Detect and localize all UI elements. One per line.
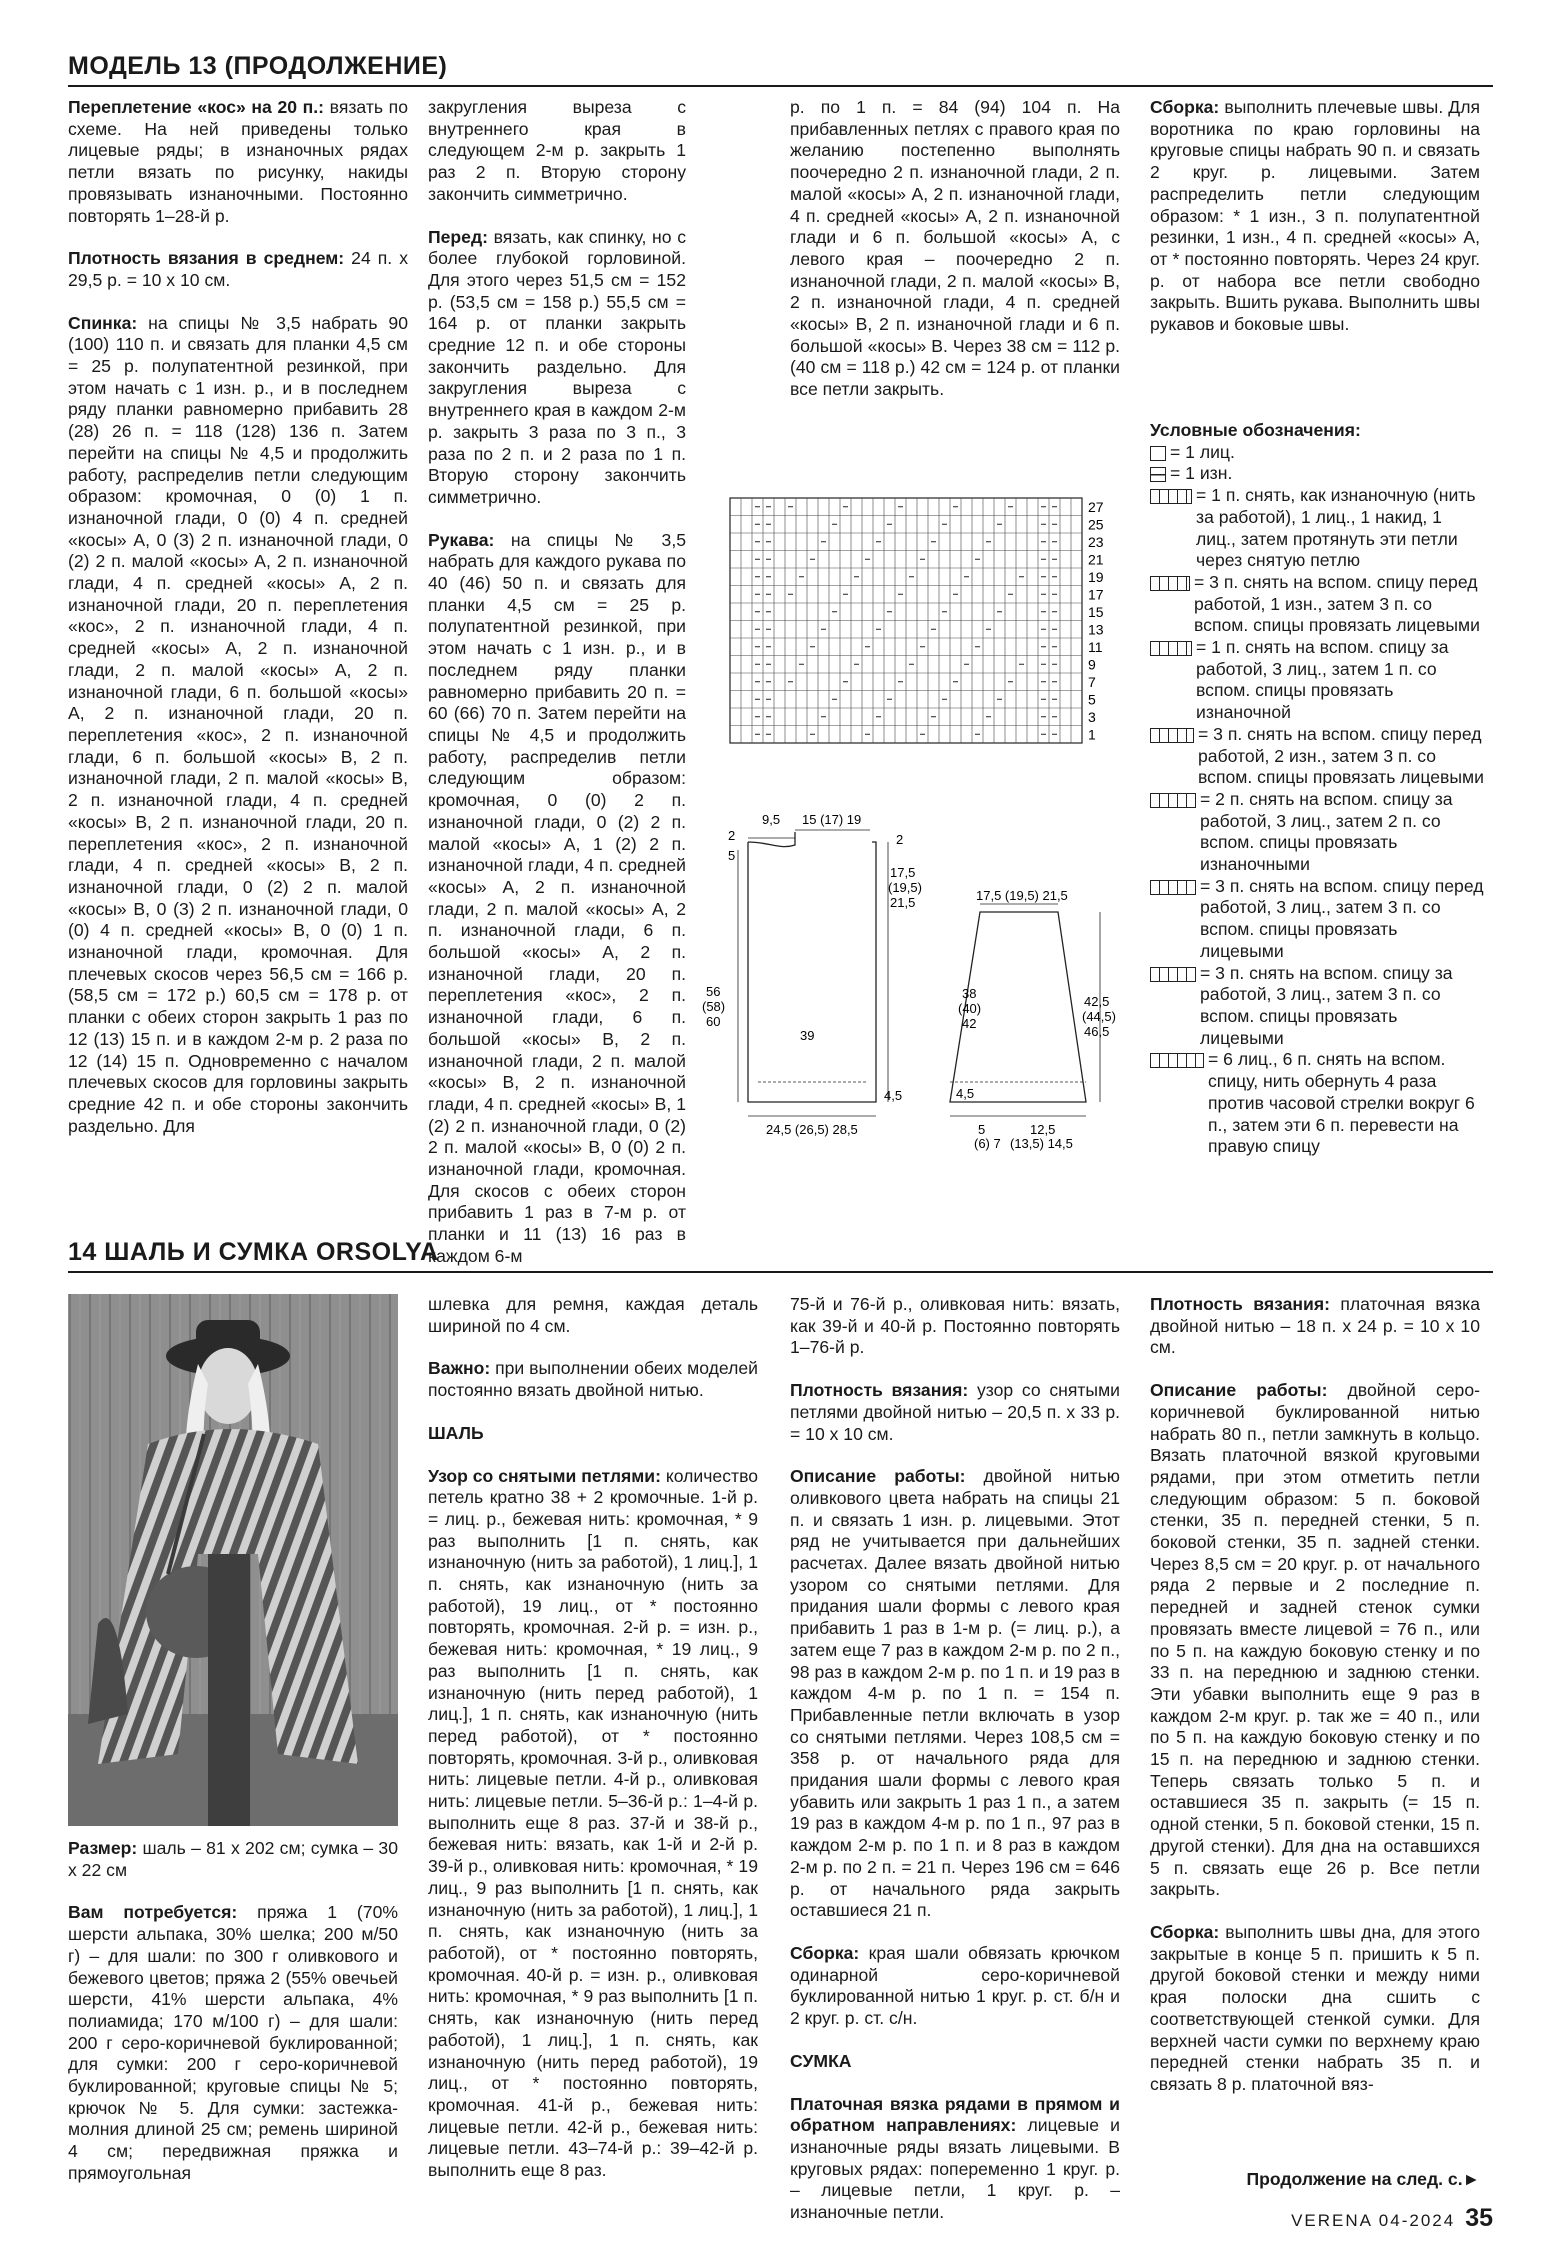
paragraph-heading: СУМКА: [790, 2050, 852, 2071]
legend-title: Условные обозначения:: [1150, 420, 1361, 440]
paragraph-heading: Вам потребуется:: [68, 1902, 238, 1923]
legend-item: [1150, 876, 1485, 963]
page-number: 35: [1465, 2204, 1493, 2232]
model14-column-4: [1150, 1294, 1480, 2096]
paragraph-heading: Плотность вязания:: [1150, 1294, 1330, 1314]
model14-column-3: [790, 1294, 1120, 2224]
model13-column-4: [1150, 97, 1480, 336]
paragraph: [428, 530, 686, 1268]
chart-row-number: 1: [1088, 726, 1096, 743]
section-title-model13: МОДЕЛЬ 13 (ПРОДОЛЖЕНИЕ): [68, 52, 448, 80]
sleeve-bottom-a2: (6) 7: [974, 1136, 1001, 1151]
legend-item: [1150, 963, 1485, 1050]
paragraph: [428, 227, 686, 509]
paragraph-heading: Сборка:: [1150, 97, 1220, 117]
paragraph: [790, 1380, 1120, 1445]
paragraph-heading: Плотность вязания в среднем:: [68, 248, 345, 269]
legend-text: = 1 п. снять на вспом. спицу за работой, 3 лиц., затем 1 п. со вспом. спицы провязать изнаночной: [1196, 637, 1449, 723]
chart-row-number: 7: [1088, 673, 1096, 690]
paragraph: [790, 1466, 1120, 1922]
c3b-symbol-icon: [1150, 967, 1196, 982]
model14-column-1: [68, 1838, 398, 2185]
body-top-b: 15 (17) 19: [802, 812, 862, 827]
paragraph-heading: Узор со снятыми петлями:: [428, 1465, 661, 1486]
model-photo-image: [68, 1294, 398, 1826]
body-left-b: 5: [728, 848, 736, 863]
paragraph-heading: Платочная вязка рядами в прямом и обратном направлениях:: [790, 2093, 1120, 2136]
legend-text: = 1 лиц.: [1170, 441, 1235, 462]
paragraph: [68, 313, 408, 1138]
slip1-symbol-icon: [1150, 489, 1192, 504]
paragraph: [1150, 97, 1480, 336]
chart-row-number: 25: [1088, 516, 1104, 533]
chart-row-number: 15: [1088, 603, 1104, 620]
legend-text: = 6 лиц., 6 п. снять на вспом. спицу, нить обернуть 4 раза против часовой стрелки вокруг 6 п., затем эти 6 п. перевести на правую спицу: [1208, 1049, 1475, 1157]
sleeve-right-h: 42,5 (44,5) 46,5: [1082, 994, 1116, 1039]
paragraph-text: р. по 1 п. = 84 (94) 104 п. На прибавленных петлях с правого края по желанию постепенно выполнять поочередно 2 п. изнаночной глади, 2 п. малой «косы» А, 2 п. изнаночной глади, 4 п. средней «косы» А, 2 п. изнаночной глади и 6 п. большой «косы» А, с левого края – поочередно 2 п. изнаночной глади, 2 п. малой «косы» В, 2 п. изнаночной глади, 4 п. средней «косы» В, 2 п. изнаночной глади и 6 п. большой «косы» В. Через 38 см = 112 р. (40 см = 118 р.) 42 см = 124 р. от планки все петли закрыть.: [790, 97, 1120, 400]
paragraph-text: закругления выреза с внутреннего края в следующем 2-м р. закрыть 1 раз 2 п. Вторую сторону закончить симметрично.: [428, 97, 686, 204]
paragraph: [790, 97, 1120, 401]
c3r-symbol-icon: [1150, 576, 1190, 591]
paragraph: [428, 97, 686, 206]
empty-symbol-icon: [1150, 446, 1166, 461]
body-bottom-h: 4,5: [884, 1088, 903, 1103]
legend-text: = 1 п. снять, как изнаночную (нить за работой), 1 лиц., 1 накид, 1 лиц., затем протянуть эти петли через снятую петлю: [1196, 485, 1476, 571]
paragraph-text: пряжа 1 (70% шерсти альпака, 30% шелка; 200 м/50 г) – для шали: по 300 г оливкового и бежевого цветов; пряжа 2 (55% овечьей шерсти, 41% шерсти альпака, 4% полиамида; 170 м/100 г) – для шали: 200 г серо-коричневой буклированной; для сумки: 200 г серо-коричневой буклированной; круговые спицы № 5; крючок № 5. Для сумки: застежка-молния длиной 25 см; ремень шириной 4 см; передвижная пряжка и прямоугольная: [68, 1902, 398, 2183]
chart-row-number: 21: [1088, 551, 1104, 568]
paragraph-heading: Размер:: [68, 1838, 138, 1858]
paragraph-heading: ШАЛЬ: [428, 1422, 484, 1443]
c1l-symbol-icon: [1150, 641, 1192, 656]
legend-text: = 3 п. снять на вспом. спицу перед работой, 2 изн., затем 3 п. со вспом. спицы провязать лицевыми: [1198, 723, 1484, 788]
model14-column-2: [428, 1294, 758, 2182]
page-footer: [1291, 2204, 1493, 2233]
model-photo: [68, 1294, 398, 1826]
body-inner: 39: [800, 1028, 815, 1043]
c2l-symbol-icon: [1150, 793, 1196, 808]
paragraph-heading: Рукава:: [428, 529, 495, 550]
paragraph-heading: Перед:: [428, 226, 488, 247]
paragraph-text: двойной нитью оливкового цвета набрать на спицы 21 п. и связать 1 изн. р. лицевыми. Этот ряд не учитывается при дальнейших расчетах. Далее вязать двойной нитью узором со снятыми петлями. Для придания шали формы с левого края прибавить 1 раз в 1-м р. (= лиц. р.), а затем еще 7 раз в каждом 2-м р. по 2 п., 98 раз в каждом 2-м р. по 1 п. и 19 раз в каждом 4-м р. по 1 п. = 154 п. Прибавленные петли включать в узор со снятыми петлями. Через 108,5 см = 358 р. от начального ряда для придания шали формы с левого края убавить или закрыть 1 раз 1 п., а затем 19 раз в каждом 4-м р. по 1 п., 97 раз в каждом 2-м р. по 1 п. и 8 раз в каждом 2-м р. по 2 п. = 21 п. Через 196 см = 646 р. от начального ряда закрыть оставшиеся 21 п.: [790, 1466, 1120, 1921]
c3a-symbol-icon: [1150, 880, 1196, 895]
model13-column-2: [428, 97, 686, 1268]
sleeve-left-h: 38 (40) 42: [958, 986, 982, 1031]
paragraph-text: 75-й и 76-й р., оливковая нить: вязать, как 39-й и 40-й р. Постоянно повторять 1–76-й р.: [790, 1294, 1120, 1358]
chart-row-number: 23: [1088, 533, 1104, 550]
paragraph-text: 24 п. х 29,5 р. = 10 х 10 см.: [68, 248, 409, 290]
knitting-chart: [728, 492, 1123, 750]
body-top-a: 9,5: [762, 812, 781, 827]
paragraph-heading: Переплетение «кос» на 20 п.:: [68, 97, 325, 117]
chart-row-number: 13: [1088, 621, 1104, 638]
paragraph: [428, 1423, 758, 1445]
body-right-b: 2: [896, 832, 904, 847]
paragraph: [68, 1838, 398, 1881]
body-height: 56 (58) 60: [702, 984, 726, 1029]
paragraph-text: при выполнении обеих моделей постоянно вязать двойной нитью.: [428, 1358, 758, 1401]
paragraph-heading: Описание работы:: [1150, 1380, 1328, 1401]
chart-row-number: 27: [1088, 498, 1104, 515]
dash-symbol-icon: [1150, 467, 1166, 482]
legend-text: = 1 изн.: [1170, 463, 1233, 484]
paragraph: [1150, 1922, 1480, 2096]
paragraph-text: вязать, как спинку, но с более глубокой горловиной. Для этого через 51,5 см = 152 р. (53,5 см = 158 р.) 55,5 см = 164 р. от планки закрыть средние 12 п. и обе стороны закончить раздельно. Для закругления выреза с внутреннего края в каждом 2-м р. закрыть 3 раза по 3 п., 3 раза по 2 п. и 2 раза по 1 п. Вторую сторону закончить симметрично.: [428, 226, 686, 507]
paragraph-text: шлевка для ремня, каждая деталь шириной по 4 см.: [428, 1294, 758, 1336]
paragraph-text: выполнить плечевые швы. Для воротника по краю горловины на круговые спицы набрать 90 п. и связать 2 круг. р. лицевыми. Затем распределить петли следующим образом: * 1 изн., 3 п. полупатентной резинки, 1 изн., 4 п. средней «косы» А, от * постоянно повторять. Через 24 круг. р. от набора все петли свободно закрыть. Вшить рукава. Выполнить швы рукавов и боковые швы.: [1150, 97, 1480, 335]
paragraph-heading: Спинка:: [68, 312, 138, 333]
continued-note: Продолжение на след. с.►: [1246, 2169, 1480, 2189]
paragraph: [68, 97, 408, 227]
chart-row-number: 5: [1088, 691, 1096, 708]
model13-column-3: [790, 97, 1120, 401]
paragraph: [68, 248, 408, 291]
paragraph-text: вязать по схеме. На ней приведены только лицевые ряды; в изнаночных рядах петли вязать по рисунку, накиды провязывать изнаночными. Постоянно повторять 1–28-й р.: [68, 97, 408, 226]
paragraph-text: платочная вязка двойной нитью – 18 п. х 24 р. = 10 х 10 см.: [1150, 1294, 1480, 1358]
paragraph-text: шаль – 81 х 202 см; сумка – 30 х 22 см: [68, 1838, 398, 1880]
pattern-schematic: [700, 800, 1130, 1180]
paragraph: [790, 1294, 1120, 1359]
legend-item: [1150, 789, 1485, 876]
paragraph-text: на спицы № 3,5 набрать 90 (100) 110 п. и связать для планки 4,5 см = 25 р. полупатентной резинкой, при этом начать с 1 изн. р., и в последнем ряду планки равномерно прибавить 28 (28) 26 п. = 118 (128) 136 п. Затем перейти на спицы № 4,5 и продолжить работу, распределив петли следующим образом: кромочная, 0 (0) 1 п. изнаночной глади, 0 (0) 4 п. средней «косы» А, 0 (3) 2 п. изнаночной глади, 0 (2) 2 п. малой «косы» А, 2 п. изнаночной глади, 4 п. средней «косы» А, 2 п. изнаночной глади, 20 п. переплетения «кос», 2 п. изнаночной глади, 4 п. средней «косы» А, 2 п. изнаночной глади, 2 п. малой «косы» А, 2 п. изнаночной глади, 6 п. большой «косы» А, 2 п. изнаночной глади, 20 п. переплетения «кос», 2 п. изнаночной глади, 6 п. большой «косы» В, 2 п. изнаночной глади, 2 п. малой «косы» В, 2 п. изнаночной глади, 4 п. средней «косы» В, 2 п. изнаночной глади, 20 п. переплетения «кос», 2 п. изнаночной глади, 4 п. средней «косы» В, 2 п. изнаночной глади, 0 (2) 2 п. малой «косы» В, 0 (3) 2 п. изнаночной глади, 0 (0) 4 п. средней «косы» В, 0 (0) 1 п. изнаночной глади, кромочная. Для плечевых скосов через 56,5 см = 166 р. (58,5 см = 172 р.) 60,5 см = 178 р. от планки с обеих сторон закрыть 1 раз по 12 (13) 15 п. и в каждом 2-м р. 2 раза по 12 (14) 15 п. Одновременно с началом плечевых скосов для горловины закрыть средние 42 п. и обе стороны закончить раздельно. Для: [68, 312, 408, 1136]
section-title-model14: 14 ШАЛЬ И СУМКА ORSOLYA: [68, 1238, 439, 1266]
paragraph-text: лицевые и изнаночные ряды вязать лицевыми. В круговых рядах: попеременно 1 круг. р. – лицевые петли, 1 круг. р. – изнаночные петли.: [790, 2115, 1121, 2223]
legend-text: = 3 п. снять на вспом. спицу перед работой, 3 лиц., затем 3 п. со вспом. спицы провязать лицевыми: [1200, 875, 1484, 961]
c6-symbol-icon: [1150, 1053, 1204, 1068]
chart-row-number: 19: [1088, 568, 1104, 585]
chart-row-number: 11: [1088, 638, 1103, 655]
paragraph-text: двойной серо-коричневой буклированной нитью набрать 80 п., петли замкнуть в кольцо. Вязать платочной вязкой круговыми рядами, при этом отметить петли следующим образом: 5 п. боковой стенки, 35 п. передней стенки, 5 п. боковой стенки, 35 п. задней стенки. Через 8,5 см = 20 круг. р. от начального ряда 2 первые и 2 последние п. передней и задней стенок сумки провязать вместе лицевой = 76 п., или по 5 п. на каждую боковую стенку и по 33 п. на переднюю и заднюю стенки. Эти убавки выполнить еще 9 раз в каждом 2-м круг. р. так же = 40 п., или по 5 п. на каждую боковую стенку и по 15 п. на переднюю и заднюю стенки. Теперь связать только 5 п. и оставшиеся 35 п. закрыть (= 15 п. одной стенки, 5 п. боковой стенки, 15 п. другой стенки). Для дна на оставшихся 5 п. связать еще 26 р. Все петли закрыть.: [1150, 1380, 1480, 1900]
sleeve-bottom-b: 12,5 (13,5) 14,5: [1010, 1122, 1073, 1151]
paragraph-text: количество петель кратно 38 + 2 кромочные. 1-й р. = лиц. р., бежевая нить: кромочная, * 9 раз выполнить [1 п. снять, как изнаночную (нить за работой), 1 лиц.], 1 п. снять, как изнаночную (нить за работой), 19 лиц., от * постоянно повторять, кромочная. 2-й р. = изн. р., бежевая нить: кромочная, * 19 лиц., 9 раз выполнить [1 п. снять, как изнаночную (нить перед работой), 1 лиц.], 1 п. снять, как изнаночную (нить перед работой), от * постоянно повторять, кромочная. 3-й р., оливковая нить: лицевые петли. 4-й р., оливковая нить: лицевые петли. 5–36-й р.: 1–4-й р. выполнить еще 8 раз. 37-й и 38-й р., бежевая нить: вязать, как 1-й и 2-й р. 39-й р., оливковая нить: кромочная, * 19 лиц., 9 раз выполнить [1 п. снять, как изнаночную (нить за работой), 1 лиц.], 1 п. снять, как изнаночную (нить за работой), от * постоянно повторять, кромочная. 40-й р. = изн. р., оливковая нить: кромочная, * 9 раз выполнить [1 п. снять, как изнаночную (нить перед работой), 1 лиц.], 1 п. снять, как изнаночную (нить перед работой), 19 лиц., от * постоянно повторять, кромочная. 41-й р., бежевая нить: лицевые петли. 42-й р., бежевая нить: лицевые петли. 43–74-й р.: 39–42-й р. выполнить еще 8 раз.: [428, 1465, 758, 2181]
legend-item: [1150, 485, 1485, 572]
sleeve-top: 17,5 (19,5) 21,5: [976, 888, 1068, 903]
paragraph: [428, 1466, 758, 2182]
paragraph: [1150, 1380, 1480, 1901]
legend-text: = 3 п. снять на вспом. спицу перед работой, 1 изн., затем 3 п. со вспом. спицы провязать лицевыми: [1194, 571, 1480, 636]
paragraph: [68, 1902, 398, 2184]
legend-text: = 3 п. снять на вспом. спицу за работой, 3 лиц., затем 3 п. со вспом. спицы провязать лицевыми: [1200, 962, 1453, 1048]
paragraph-heading: Сборка:: [1150, 1921, 1220, 1942]
legend-item: [1150, 724, 1485, 789]
paragraph-heading: Плотность вязания:: [790, 1380, 969, 1401]
paragraph-text: на спицы № 3,5 набрать для каждого рукава по 40 (46) 50 п. и связать для планки 4,5 см = 25 р. полупатентной резинкой, при этом начать с 1 изн. р., и в последнем ряду планки равномерно прибавить 20 п. = 60 (66) 70 п. Затем перейти на спицы № 4,5 и продолжить работу, распределив петли следующим образом: кромочная, 0 (0) 2 п. изнаночной глади, 0 (2) 2 п. малой «косы» А, 1 (2) 2 п. изнаночной глади, 4 п. средней «косы» А, 2 п. изнаночной глади, 2 п. малой «косы» А, 2 п. изнаночной глади, 6 п. большой «косы» А, 2 п. изнаночной глади, 20 п. переплетения «кос», 2 п. изнаночной глади, 6 п. большой «косы» В, 2 п. изнаночной глади, 2 п. малой «косы» В, 2 п. изнаночной глади, 4 п. средней «косы» В, 1 (2) 2 п. изнаночной глади, 0 (2) 2 п. малой «косы» В, 0 (0) 2 п. изнаночной глади, кромочная. Для скосов с обеих сторон прибавить 1 раз в 7-м р. от планки и 11 (13) 16 раз в каждом 6-м: [428, 529, 686, 1266]
paragraph: [790, 2094, 1120, 2224]
body-pattern: [738, 830, 888, 1116]
paragraph: [790, 1943, 1120, 2030]
legend-item: [1150, 637, 1485, 724]
paragraph-text: выполнить швы дна, для этого закрытые в конце 5 п. пришить к 5 п. другой боковой стенки и между ними края полоски дна сшить с соответствующей стенкой сумки. Для верхней части сумки по верхнему краю передней стенки набрать 35 п. и связать 8 р. платочной вяз-: [1150, 1921, 1480, 2094]
body-left-a: 2: [728, 828, 736, 843]
model13-column-1: [68, 97, 408, 1137]
c3r2-symbol-icon: [1150, 728, 1194, 743]
chart-row-number: 3: [1088, 708, 1096, 725]
legend-text: = 2 п. снять на вспом. спицу за работой, 3 лиц., затем 2 п. со вспом. спицы провязать изнаночными: [1200, 788, 1453, 875]
paragraph-text: узор со снятыми петлями двойной нитью – 20,5 п. х 33 р. = 10 х 10 см.: [790, 1380, 1120, 1444]
magazine-name: VERENA 04-2024: [1291, 2211, 1456, 2230]
sleeve-bottom-a: 5: [978, 1122, 986, 1137]
sleeve-bottom-h: 4,5: [956, 1086, 975, 1101]
section-divider: [68, 85, 1493, 87]
legend-item: [1150, 572, 1485, 637]
paragraph: [790, 2051, 1120, 2073]
chart-row-number: 17: [1088, 586, 1104, 603]
paragraph-text: края шали обвязать крючком одинарной серо-коричневой буклированной нитью 1 круг. р. ст. б/н и 2 круг. р. ст. с/н.: [790, 1942, 1120, 2029]
paragraph: [428, 1358, 758, 1401]
paragraph: [1150, 1294, 1480, 1359]
paragraph: [428, 1294, 758, 1337]
legend: [1150, 420, 1485, 1158]
paragraph-heading: Важно:: [428, 1358, 491, 1379]
body-right-h: 17,5 (19,5) 21,5: [888, 865, 922, 910]
body-width: 24,5 (26,5) 28,5: [766, 1122, 858, 1137]
section-divider-2: [68, 1271, 1493, 1273]
legend-item: [1150, 1049, 1485, 1158]
legend-item: [1150, 463, 1485, 485]
legend-item: [1150, 442, 1485, 464]
paragraph-heading: Сборка:: [790, 1942, 860, 1963]
chart-row-number: 9: [1088, 656, 1096, 673]
paragraph-heading: Описание работы:: [790, 1466, 966, 1487]
